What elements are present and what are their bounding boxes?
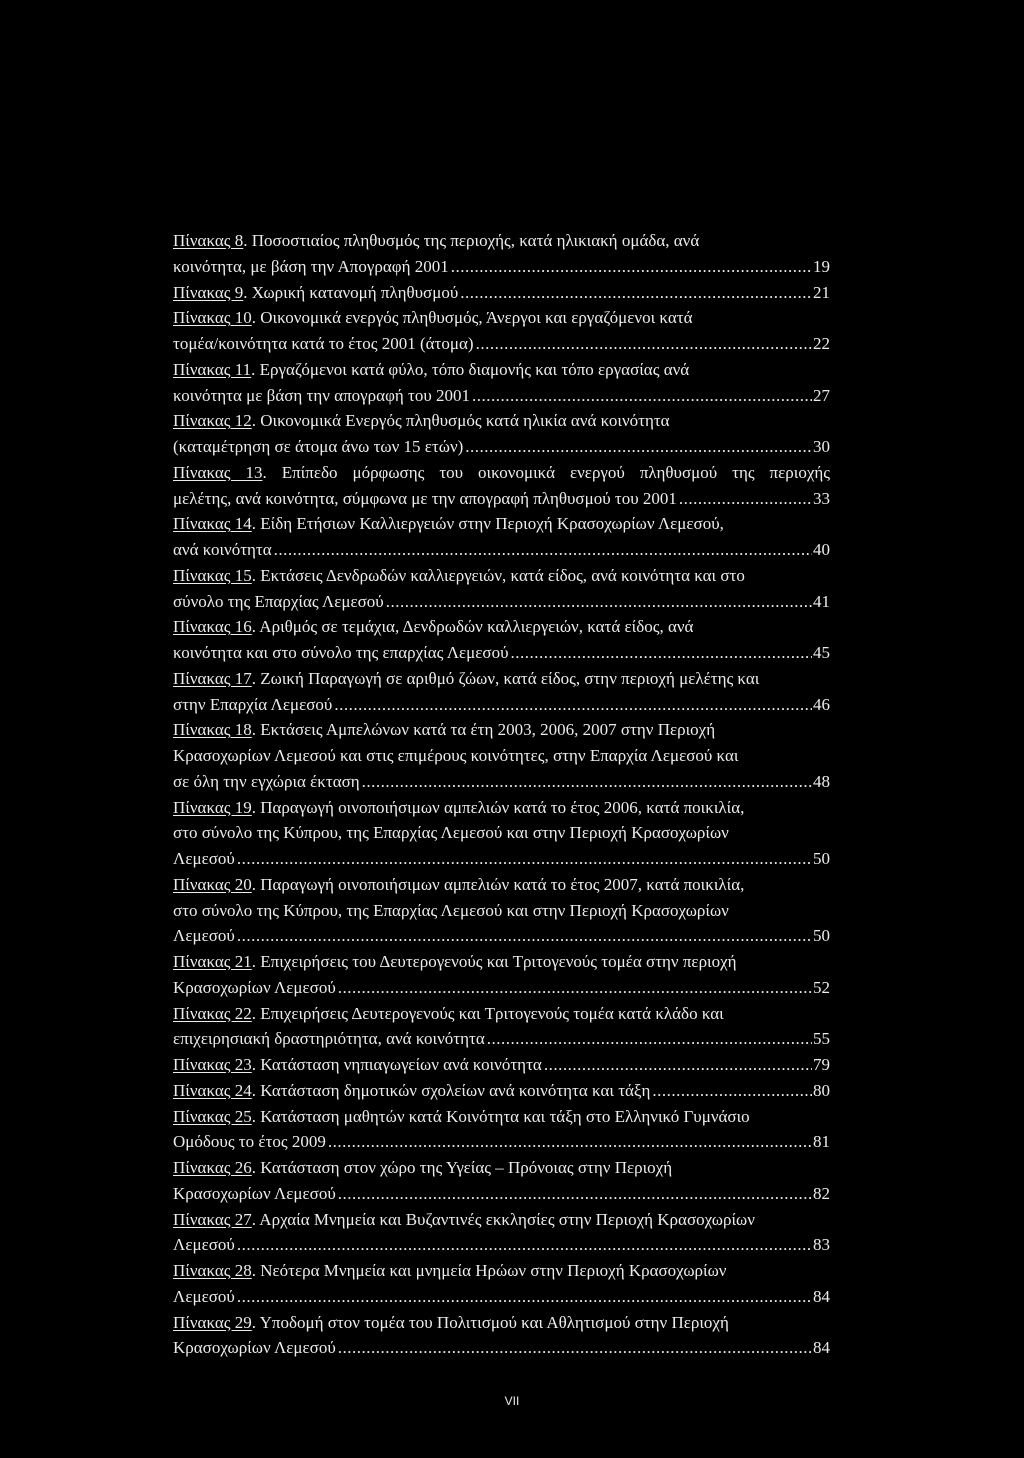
toc-entry-page: 50 <box>813 926 830 946</box>
toc-entry-label-link[interactable]: Πίνακας 23 <box>173 1055 252 1074</box>
toc-entry[interactable] <box>173 1207 830 1259</box>
toc-entry-line <box>173 1207 830 1233</box>
toc-entry[interactable] <box>173 228 830 280</box>
toc-entry-line <box>173 975 830 1001</box>
toc-entry-line <box>173 614 830 640</box>
dot-leader <box>652 1078 812 1104</box>
toc-entry[interactable] <box>173 357 830 409</box>
toc-entry-label-link[interactable]: Πίνακας 8 <box>173 231 244 250</box>
toc-entry-line <box>173 383 830 409</box>
dot-leader <box>237 1232 812 1258</box>
toc-entry-line <box>173 1258 830 1284</box>
toc-entry-line <box>173 1335 830 1361</box>
toc-entry-page: 81 <box>813 1132 830 1152</box>
toc-entry-line <box>173 692 830 718</box>
toc-entry[interactable] <box>173 460 830 512</box>
toc-entry[interactable] <box>173 1104 830 1156</box>
toc-entry[interactable] <box>173 280 830 306</box>
toc-entry-label-link[interactable]: Πίνακας 24 <box>173 1080 252 1100</box>
toc-entry-label-link[interactable]: Πίνακας 11 <box>173 359 252 379</box>
toc-entry-label-link[interactable]: Πίνακας 26 <box>173 1158 252 1177</box>
toc-entry-label-link[interactable]: Πίνακας 29 <box>173 1312 252 1332</box>
toc-entry-text: στο σύνολο της Κύπρου, της Επαρχίας Λεμεσού και στην Περιοχή Κρασοχωρίων <box>173 823 729 843</box>
toc-entry-line <box>173 1181 830 1207</box>
toc-entry-line <box>173 949 830 975</box>
toc-entry-page: 84 <box>813 1286 830 1306</box>
toc-entry[interactable] <box>173 717 830 794</box>
toc-entry-text: μελέτης, ανά κοινότητα, σύμφωνα με την απογραφή πληθυσμού του 2001 <box>173 488 677 508</box>
toc-entry[interactable] <box>173 1001 830 1053</box>
toc-entry-text: Πίνακας 14. Είδη Ετήσιων Καλλιεργειών στην Περιοχή Κρασοχωρίων Λεμεσού, <box>173 514 724 534</box>
toc-entry-line <box>173 666 830 692</box>
dot-leader <box>338 1335 812 1361</box>
toc-entry-text: Λεμεσού <box>173 1235 235 1255</box>
toc-entry[interactable] <box>173 666 830 718</box>
toc-entry[interactable] <box>173 614 830 666</box>
toc-entry-text: (καταμέτρηση σε άτομα άνω των 15 ετών) <box>173 437 464 456</box>
toc-entry-text: Πίνακας 28. Νεότερα Μνημεία και μνημεία Ηρώων στην Περιοχή Κρασοχωρίων <box>173 1261 727 1280</box>
toc-entry-line <box>173 1104 830 1130</box>
toc-entry-label-link[interactable]: Πίνακας 13 <box>173 462 263 482</box>
toc-entry-line <box>173 717 830 743</box>
toc-entry-line <box>173 640 830 666</box>
toc-entry-line <box>173 795 830 821</box>
toc-entry-line <box>173 898 830 924</box>
toc-entry-line <box>173 254 830 280</box>
dot-leader <box>511 640 812 666</box>
dot-leader <box>544 1052 812 1078</box>
toc-entry-text: Κρασοχωρίων Λεμεσού <box>173 1338 336 1358</box>
toc-entry-line <box>173 563 830 589</box>
toc-entry-line <box>173 280 830 306</box>
toc-entry[interactable] <box>173 1310 830 1362</box>
dot-leader <box>334 692 812 718</box>
toc-entry-text: κοινότητα και στο σύνολο της επαρχίας Λεμεσού <box>173 643 509 662</box>
toc-entry-label-link[interactable]: Πίνακας 14 <box>173 514 252 534</box>
toc-entry-line <box>173 228 830 254</box>
toc-entry-line <box>173 743 830 769</box>
toc-entry[interactable] <box>173 511 830 563</box>
toc-entry-text: Λεμεσού <box>173 1286 235 1306</box>
dot-leader <box>328 1129 812 1155</box>
toc-entry-text: Λεμεσού <box>173 849 235 868</box>
dot-leader <box>451 254 812 280</box>
toc-entry-text: τομέα/κοινότητα κατά το έτος 2001 (άτομα) <box>173 334 474 353</box>
toc-entry-text: Πίνακας 13. Επίπεδο μόρφωσης του οικονομικά ενεργού πληθυσμού της περιοχής <box>173 462 830 482</box>
toc-entry-line <box>173 486 830 512</box>
toc-entry-label-link[interactable]: Πίνακας 20 <box>173 874 252 894</box>
toc-entry-line <box>173 769 830 795</box>
toc-entry-line <box>173 357 830 383</box>
dot-leader <box>274 537 812 563</box>
toc-entry[interactable] <box>173 408 830 460</box>
toc-entry-text: Κρασοχωρίων Λεμεσού <box>173 977 336 997</box>
toc-entry-text: Πίνακας 29. Υποδομή στον τομέα του Πολιτισμού και Αθλητισμού στην Περιοχή <box>173 1312 729 1332</box>
toc-entry-text: Πίνακας 16. Αριθμός σε τεμάχια, Δενδρωδών καλλιεργειών, κατά είδος, ανά <box>173 617 694 637</box>
toc-entry-line <box>173 1129 830 1155</box>
toc-entry-line <box>173 820 830 846</box>
dot-leader <box>338 975 812 1001</box>
toc-entry-text: Πίνακας 19. Παραγωγή οινοποιήσιμων αμπελιών κατά το έτος 2006, κατά ποικιλία, <box>173 797 745 817</box>
dot-leader <box>338 1181 812 1207</box>
toc-entry-text: Πίνακας 10. Οικονομικά ενεργός πληθυσμός, Άνεργοι και εργαζόμενοι κατά <box>173 308 693 328</box>
dot-leader <box>679 486 812 512</box>
toc-entry-page: 19 <box>813 256 830 276</box>
toc-entry-text: Ομόδους το έτος 2009 <box>173 1132 326 1152</box>
toc-entry-text: Κρασοχωρίων Λεμεσού και στις επιμέρους κοινότητες, στην Επαρχία Λεμεσού και <box>173 746 739 765</box>
toc-entry-line <box>173 460 830 486</box>
dot-leader <box>487 1026 812 1052</box>
toc-entry-line <box>173 589 830 615</box>
toc-entry-line <box>173 331 830 357</box>
toc-entry-line <box>173 923 830 949</box>
toc-entry[interactable] <box>173 1155 830 1207</box>
toc-entry-page: 50 <box>813 849 830 868</box>
dot-leader <box>237 846 812 872</box>
toc-entry-label-link[interactable]: Πίνακας 15 <box>173 565 252 585</box>
toc-entry-line <box>173 305 830 331</box>
toc-entry-label-link[interactable]: Πίνακας 18 <box>173 720 252 740</box>
toc-entry-text: Πίνακας 20. Παραγωγή οινοποιήσιμων αμπελιών κατά το έτος 2007, κατά ποικιλία, <box>173 874 745 894</box>
toc-entry-page: 84 <box>813 1338 830 1358</box>
dot-leader <box>472 383 812 409</box>
toc-entry[interactable] <box>173 563 830 615</box>
toc-entry[interactable] <box>173 1258 830 1310</box>
toc-entry-text: Πίνακας 25. Κατάσταση μαθητών κατά Κοινότητα και τάξη στο Ελληνικό Γυμνάσιο <box>173 1106 750 1126</box>
toc-entry[interactable] <box>173 949 830 1001</box>
page-number: VII <box>504 1394 520 1408</box>
toc-entry-page: 52 <box>813 977 830 997</box>
toc-entry-page: 82 <box>813 1183 830 1203</box>
toc-entry-page: 40 <box>813 540 830 559</box>
toc-entry-text: κοινότητα, με βάση την Απογραφή 2001 <box>173 256 449 276</box>
toc-entry-line <box>173 1052 830 1078</box>
toc-entry-text: Πίνακας 21. Επιχειρήσεις του Δευτερογενούς και Τριτογενούς τομέα στην περιοχή <box>173 952 737 971</box>
toc-entry[interactable] <box>173 1052 830 1078</box>
toc-entry-text: Πίνακας 17. Ζωική Παραγωγή σε αριθμό ζώων, κατά είδος, στην περιοχή μελέτης και <box>173 668 760 688</box>
dot-leader <box>237 1284 812 1310</box>
toc-entry-line <box>173 1001 830 1027</box>
toc-entry-text: Πίνακας 9. Χωρική κατανομή πληθυσμού <box>173 282 459 302</box>
toc-entry-label-link[interactable]: Πίνακας 25 <box>173 1106 252 1126</box>
toc-entry-page: 27 <box>813 385 830 405</box>
toc-entry-text: στην Επαρχία Λεμεσού <box>173 694 333 714</box>
toc-entry-text: Πίνακας 24. Κατάσταση δημοτικών σχολείων ανά κοινότητα και τάξη <box>173 1080 651 1100</box>
toc-entry-label-link[interactable]: Πίνακας 9 <box>173 282 244 302</box>
toc-entry-label-link[interactable]: Πίνακας 16 <box>173 617 252 637</box>
toc-entry-label-link[interactable]: Πίνακας 28 <box>173 1261 252 1280</box>
toc-entry-text: Πίνακας 18. Εκτάσεις Αμπελώνων κατά τα έτη 2003, 2006, 2007 στην Περιοχή <box>173 720 716 740</box>
toc-entry[interactable] <box>173 795 830 872</box>
dot-leader <box>362 769 812 795</box>
toc-entry-text: Κρασοχωρίων Λεμεσού <box>173 1183 336 1203</box>
toc-entry-page: 30 <box>813 437 830 456</box>
toc-entry-text: Πίνακας 8. Ποσοστιαίος πληθυσμός της περιοχής, κατά ηλικιακή ομάδα, ανά <box>173 231 700 250</box>
toc-entry-text: Πίνακας 12. Οικονομικά Ενεργός πληθυσμός κατά ηλικία ανά κοινότητα <box>173 411 670 431</box>
dot-leader <box>476 331 812 357</box>
toc-entry-page: 46 <box>813 694 830 714</box>
toc-entry-text: σε όλη την εγχώρια έκταση <box>173 771 360 791</box>
toc-entry-text: κοινότητα με βάση την απογραφή του 2001 <box>173 385 471 405</box>
toc-entry-text: σύνολο της Επαρχίας Λεμεσού <box>173 591 384 611</box>
dot-leader <box>465 434 812 460</box>
toc-entry-line <box>173 537 830 563</box>
toc-entry-label-link[interactable]: Πίνακας 19 <box>173 797 252 817</box>
toc-entry-text: Πίνακας 22. Επιχειρήσεις Δευτερογενούς και Τριτογενούς τομέα κατά κλάδο και <box>173 1003 724 1023</box>
toc-entry-text: Πίνακας 26. Κατάσταση στον χώρο της Υγείας – Πρόνοιας στην Περιοχή <box>173 1158 673 1177</box>
toc-entry[interactable] <box>173 872 830 949</box>
toc-entry-page: 55 <box>813 1029 830 1049</box>
toc-entry[interactable] <box>173 305 830 357</box>
toc-entry-page: 45 <box>813 643 830 662</box>
toc-entry-line <box>173 1284 830 1310</box>
toc-entry-text: Πίνακας 27. Αρχαία Μνημεία και Βυζαντινές εκκλησίες στην Περιοχή Κρασοχωρίων <box>173 1209 755 1229</box>
toc-entry-line <box>173 434 830 460</box>
toc-entry-label-link[interactable]: Πίνακας 27 <box>173 1209 252 1229</box>
toc-entry-text: στο σύνολο της Κύπρου, της Επαρχίας Λεμεσού και στην Περιοχή Κρασοχωρίων <box>173 900 729 920</box>
toc-entry-page: 80 <box>813 1080 830 1100</box>
toc-entry-text: ανά κοινότητα <box>173 540 272 559</box>
table-of-tables <box>173 228 830 1361</box>
toc-entry-label-link[interactable]: Πίνακας 12 <box>173 411 252 431</box>
toc-entry-page: 83 <box>813 1235 830 1255</box>
toc-entry-label-link[interactable]: Πίνακας 17 <box>173 668 252 688</box>
toc-entry-line <box>173 511 830 537</box>
toc-entry-line <box>173 1310 830 1336</box>
toc-entry-line <box>173 1026 830 1052</box>
toc-entry[interactable] <box>173 1078 830 1104</box>
toc-entry-page: 21 <box>813 282 830 302</box>
dot-leader <box>460 280 812 306</box>
toc-entry-page: 48 <box>813 771 830 791</box>
toc-entry-page: 79 <box>813 1055 830 1074</box>
toc-entry-label-link[interactable]: Πίνακας 22 <box>173 1003 252 1023</box>
toc-entry-text: επιχειρησιακή δραστηριότητα, ανά κοινότητα <box>173 1029 485 1049</box>
toc-entry-line <box>173 408 830 434</box>
toc-entry-label-link[interactable]: Πίνακας 21 <box>173 952 252 971</box>
toc-entry-page: 22 <box>813 334 830 353</box>
toc-entry-text: Πίνακας 23. Κατάσταση νηπιαγωγείων ανά κοινότητα <box>173 1055 542 1074</box>
dot-leader <box>237 923 812 949</box>
toc-entry-page: 41 <box>813 591 830 611</box>
toc-entry-line <box>173 1232 830 1258</box>
toc-entry-line <box>173 1155 830 1181</box>
toc-entry-label-link[interactable]: Πίνακας 10 <box>173 308 252 328</box>
toc-entry-text: Πίνακας 15. Εκτάσεις Δενδρωδών καλλιεργειών, κατά είδος, ανά κοινότητα και στο <box>173 565 745 585</box>
toc-entry-page: 33 <box>813 488 830 508</box>
toc-entry-line <box>173 846 830 872</box>
dot-leader <box>386 589 812 615</box>
toc-entry-text: Πίνακας 11. Εργαζόμενοι κατά φύλο, τόπο διαμονής και τόπο εργασίας ανά <box>173 359 690 379</box>
toc-entry-line <box>173 872 830 898</box>
toc-entry-line <box>173 1078 830 1104</box>
toc-entry-text: Λεμεσού <box>173 926 235 946</box>
